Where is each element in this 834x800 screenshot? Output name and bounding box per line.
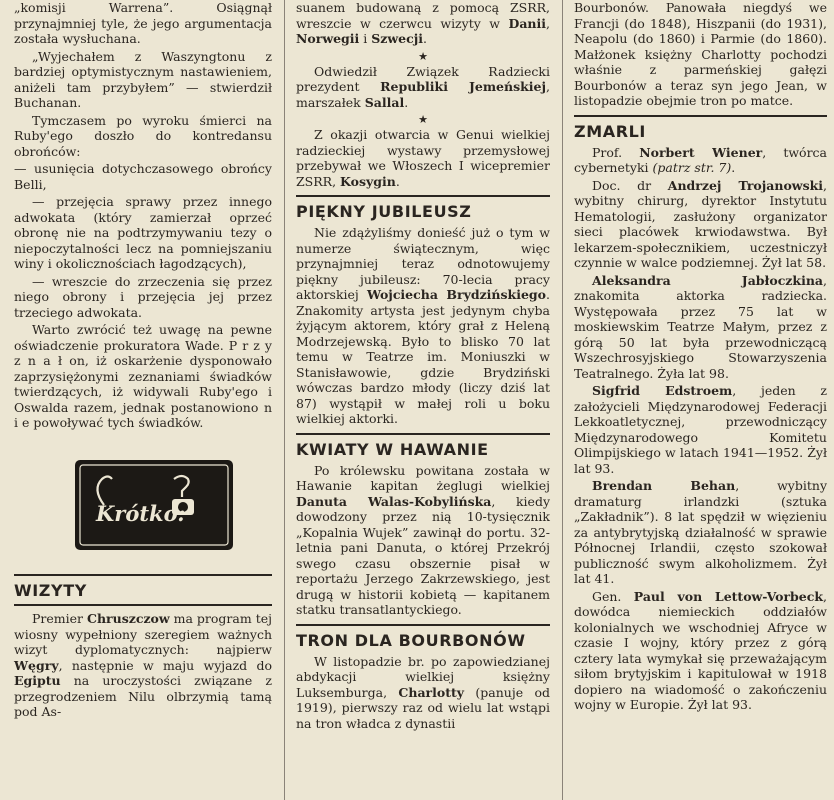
section-rule (296, 195, 550, 197)
star-separator: ★ (418, 49, 428, 63)
obituary-entry: Gen. Paul von Lettow-Vorbeck, dowódca niemieckich oddziałów kolonialnych we wschodniej Afryce w czasie I wojny, który przez z górą cztery lata wymykał się przeważającym siłom brytyjskim i kapitulował w 1918 dopiero na wiadomość o zakończeniu wojny w Europie. Żył lat 93. (574, 588, 827, 712)
column-right (574, 0, 827, 713)
paragraph: — przejęcia sprawy przez innego adwokata (który zamierzał oprzeć obronę nie na podtrzymywaniu tezy o niepoczytalności lecz na pomniejszaniu winy i okolicznościach łagodzących), (14, 194, 272, 271)
paragraph: Odwiedził Związek Radziecki prezydent Republiki Jemeńskiej, marszałek Sallal. (296, 63, 550, 110)
section-rule (574, 115, 827, 117)
section-rule (296, 433, 550, 435)
paragraph: — wreszcie do zrzeczenia się przez niego obrony i przejęcia jej przez trzeciego adwokata. (14, 273, 272, 320)
paragraph: Tymczasem po wyroku śmierci na Ruby'ego doszło do kontredansu obrońców: (14, 112, 272, 159)
column-middle (296, 0, 550, 731)
paragraph: — usunięcia dotychczasowego obrońcy Belli, (14, 161, 272, 192)
krotko-logo (74, 459, 272, 555)
krotko-logo-graphic (74, 459, 234, 551)
paragraph: Nie zdążyliśmy donieść już o tym w numerze świątecznym, więc przynajmniej teraz odnotowujemy piękny jubileusz: 70-lecia pracy aktorskiej Wojciecha Brydzińskiego. Znakomity artysta jest jedynym chyba żyjącym aktorem, który grał z Heleną Modrzejewską. Było to blisko 70 lat temu w Teatrze im. Moniuszki w Stanisławowie, gdzie Brydziński wówczas bardzo młody (liczy dziś lat 87) wystąpił w małej roli u boku wielkiej aktorki. (296, 225, 550, 426)
column-rule (284, 0, 285, 800)
section-rule (296, 624, 550, 626)
section-rule (14, 604, 272, 606)
section-heading: WIZYTY (14, 581, 87, 600)
section-heading: ZMARLI (574, 121, 646, 141)
paragraph: Po królewsku powitana została w Hawanie kapitan żeglugi wielkiej Danuta Walas-Kobylińska, kiedy dowodzony przez nią 10-tysięcznik „Kopalnia Wujek” zawinął do portu. 32-letnia pani Danuta, o której Przekrój swego czasu obszernie pisał w reportażu Jerzego Zakrzewskiego, jest drugą w historii kobietą — kapitanem statku transatlantyckiego. (296, 462, 551, 617)
section-heading: PIĘKNY JUBILEUSZ (296, 202, 472, 221)
paragraph: W listopadzie br. po zapowiedzianej abdykacji wielkiej księżny Luksemburga, Charlotty (panuje od 1919), pierwszy raz od wielu lat wstąpi na tron władca z dynastii (296, 653, 550, 731)
paragraph: Warto zwrócić też uwagę na pewne oświadczenie prokuratora Wade. P r z y z n a ł on, iż oskarżenie dysponowało zaprzysiężonymi zeznaniami świadków twierdzących, iż widywali Ruby'ego i Oswalda razem, jednak postanowiono n i e powoływać tych świadków. (14, 322, 272, 430)
obituary-entry: Doc. dr Andrzej Trojanowski, wybitny chirurg, dyrektor Instytutu Hematologii, zasłużony organizator sieci placówek krwiodawstwa. Był lekarzem-społecznikiem, uczestniczył czynnie w walce podziemnej. Żył lat 58. (574, 177, 827, 270)
paragraph: „komisji Warrena”. Osiągnął przynajmniej tyle, że jego argumentacja została wysłuchana. (14, 0, 272, 46)
obituary-entry: Prof. Norbert Wiener, twórca cybernetyki (patrz str. 7). (574, 144, 827, 175)
paragraph: suanem budowaną z pomocą ZSRR, wreszcie w czerwcu wizyty w Danii, Norwegii i Szwecji. (296, 0, 550, 46)
star-separator: ★ (418, 113, 428, 126)
obituary-entry: Aleksandra Jabłoczkina, znakomita aktorka radziecka. Występowała przez 75 lat w moskiewskim Teatrze Małym, przez z górą 50 lat była przewodniczącą Wszechrosyjskiego Stowarzyszenia Teatralnego. Żyła lat 98. (574, 272, 827, 381)
paragraph: „Wyjechałem z Waszyngtonu z bardziej optymistycznym nastawieniem, aniżeli tam przybyłem” — stwierdził Buchanan. (14, 48, 272, 110)
paragraph: Premier Chruszczow ma program tej wiosny wypełniony szeregiem ważnych wizyt dyplomatycznych: najpierw Węgry, następnie w maju wyjazd do Egiptu na uroczystości związane z przegrodzeniem Nilu olbrzymią tamą pod As- (14, 611, 272, 719)
column-left (14, 0, 272, 720)
section-heading: KWIATY W HAWANIE (296, 439, 489, 459)
obituary-entry: Sigfrid Edstroem, jeden z założycieli Międzynarodowej Federacji Lekkoatletycznej, przewodniczący Międzynarodowego Komitetu Olimpijskiego w latach 1941—1952. Żył lat 93. (574, 383, 827, 476)
obituary-entry: Brendan Behan, wybitny dramaturg irlandzki (sztuka „Zakładnik”). 8 lat spędził w więzieniu za antybrytyjską działalność w sprawie Północnej Irlandii, często szokował publiczność swym alkoholizmem. Żył lat 41. (574, 478, 828, 586)
section-heading: TRON DLA BOURBONÓW (296, 630, 526, 650)
paragraph: Z okazji otwarcia w Genui wielkiej radzieckiej wystawy przemysłowej przebywał we Włoszech I wicepremier ZSRR, Kosygin. (296, 127, 550, 189)
paragraph: Bourbonów. Panowała niegdyś we Francji (do 1848), Hiszpanii (do 1931), Neapolu (do 1860) i Parmie (do 1860). Małżonek księżny Charlotty pochodzi właśnie z parmeńskiej gałęzi Bourbonów a teraz syn jego Jean, w listopadzie obejmie tron po matce. (574, 0, 827, 108)
section-rule (14, 574, 272, 576)
logo-text: Krótko: (96, 500, 186, 526)
column-rule (562, 0, 563, 800)
